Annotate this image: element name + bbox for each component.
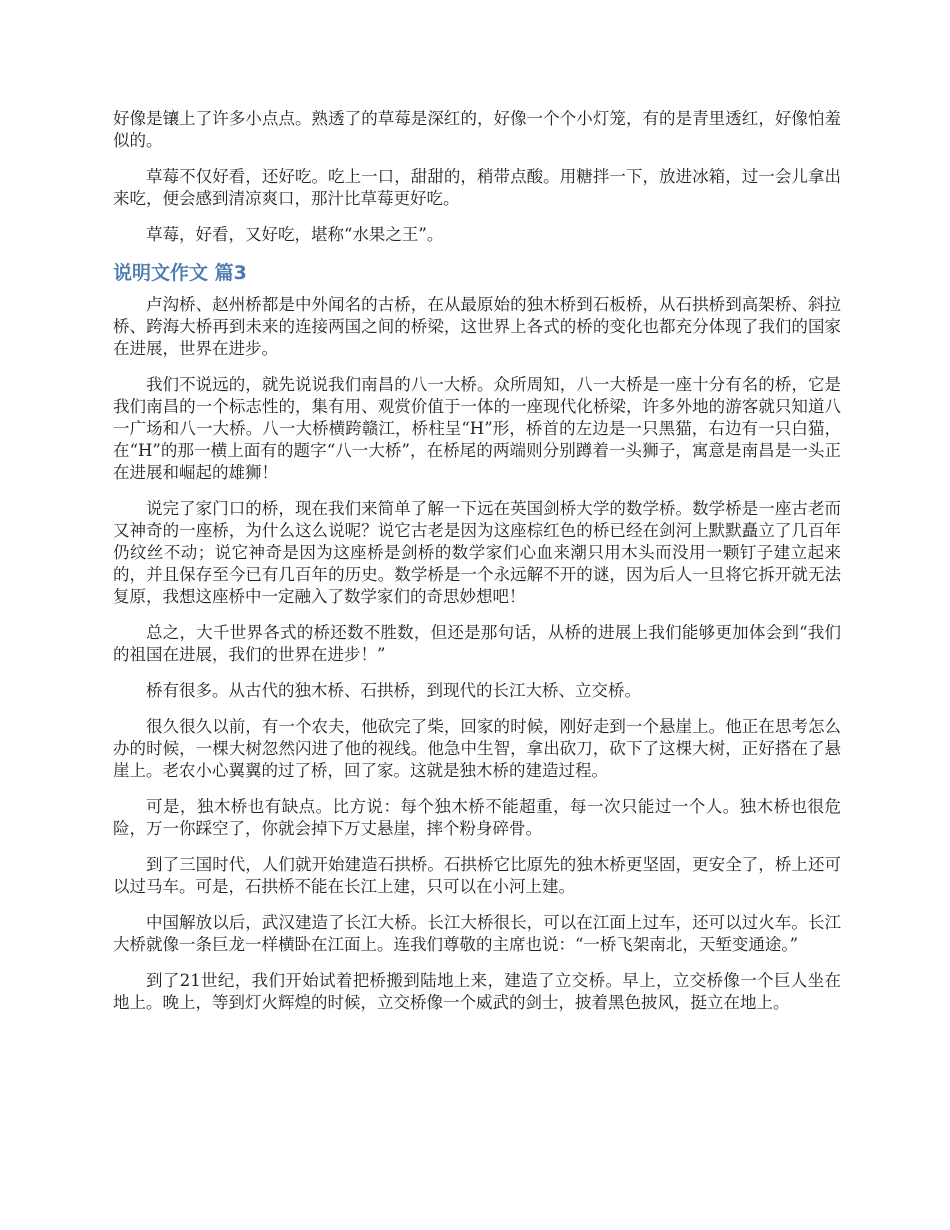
paragraph-2: 我们不说远的，就先说说我们南昌的八一大桥。众所周知，八一大桥是一座十分有名的桥，它是我们南昌的一个标志性的，集有用、观赏价值于一体的一座现代化桥梁，许多外地的游客就只知道八一广场和八一大桥。八一大桥横跨赣江，桥柱呈“H”形，桥首的左边是一只黑猫，右边有一只白猫，在“H”的那一横上面有的题字“八一大桥”，在桥尾的两端则分别蹲着一头狮子，寓意是南昌是一头正在进展和崛起的雄狮！ [113, 375, 841, 482]
paragraph-9: 中国解放以后，武汉建造了长江大桥。长江大桥很长，可以在江面上过车，还可以过火车。长江大桥就像一条巨龙一样横卧在江面上。连我们尊敬的主席也说：“一桥飞架南北，天堑变通途。” [113, 913, 841, 954]
paragraph-intro-1: 好像是镶上了许多小点点。熟透了的草莓是深红的，好像一个个小灯笼，有的是青里透红，好像怕羞似的。 [113, 109, 841, 150]
paragraph-4: 总之，大千世界各式的桥还数不胜数，但还是那句话，从桥的进展上我们能够更加体会到“我们的祖国在进展，我们的世界在进步！” [113, 623, 841, 664]
paragraph-6: 很久很久以前，有一个农夫，他砍完了柴，回家的时候，刚好走到一个悬崖上。他正在思考怎么办的时候，一棵大树忽然闪进了他的视线。他急中生智，拿出砍刀，砍下了这棵大树，正好搭在了悬崖上。老农小心翼翼的过了桥，回了家。这就是独木桥的建造过程。 [113, 717, 841, 780]
paragraph-3: 说完了家门口的桥，现在我们来简单了解一下远在英国剑桥大学的数学桥。数学桥是一座古老而又神奇的一座桥，为什么这么说呢？说它古老是因为这座棕红色的桥已经在剑河上默默矗立了几百年仍纹丝不动；说它神奇是因为这座桥是剑桥的数学家们心血来潮只用木头而没用一颗钉子建立起来的，并且保存至今已有几百年的历史。数学桥是一个永远解不开的谜，因为后人一旦将它拆开就无法复原，我想这座桥中一定融入了数学家们的奇思妙想吧！ [113, 499, 841, 606]
document-page [113, 108, 841, 1028]
section-heading: 说明文作文 篇3 [113, 262, 247, 284]
paragraph-intro-2: 草莓不仅好看，还好吃。吃上一口，甜甜的，稍带点酸。用糖拌一下，放进冰箱，过一会儿拿出来吃，便会感到清凉爽口，那汁比草莓更好吃。 [113, 167, 841, 208]
paragraph-1: 卢沟桥、赵州桥都是中外闻名的古桥，在从最原始的独木桥到石板桥，从石拱桥到高架桥、斜拉桥、跨海大桥再到未来的连接两国之间的桥梁，这世界上各式的桥的变化也都充分体现了我们的国家在进展，世界在进步。 [113, 295, 841, 358]
paragraph-intro-3: 草莓，好看，又好吃，堪称“水果之王”。 [146, 225, 444, 244]
paragraph-7: 可是，独木桥也有缺点。比方说：每个独木桥不能超重，每一次只能过一个人。独木桥也很危险，万一你踩空了，你就会掉下万丈悬崖，摔个粉身碎骨。 [113, 797, 841, 838]
paragraph-8: 到了三国时代，人们就开始建造石拱桥。石拱桥它比原先的独木桥更坚固，更安全了，桥上还可以过马车。可是，石拱桥不能在长江上建，只可以在小河上建。 [113, 855, 841, 896]
paragraph-10: 到了21世纪，我们开始试着把桥搬到陆地上来，建造了立交桥。早上，立交桥像一个巨人坐在地上。晚上，等到灯火辉煌的时候，立交桥像一个威武的剑士，披着黑色披风，挺立在地上。 [113, 971, 841, 1012]
paragraph-5: 桥有很多。从古代的独木桥、石拱桥，到现代的长江大桥、立交桥。 [146, 681, 641, 700]
